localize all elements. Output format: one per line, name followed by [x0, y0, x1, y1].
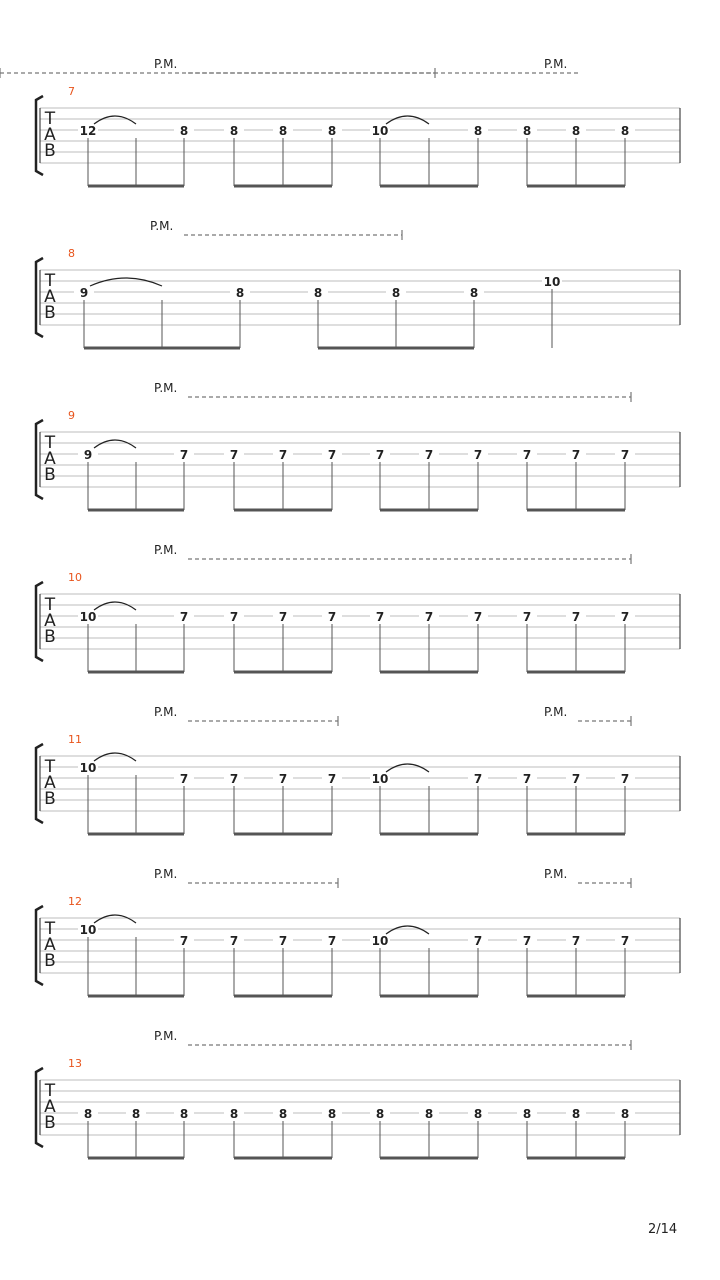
tab-clef-a: A: [44, 1097, 56, 1117]
fret-number: 8: [620, 1107, 630, 1121]
fret-number: 7: [522, 934, 532, 948]
fret-number: 7: [179, 934, 189, 948]
fret-number: 7: [179, 610, 189, 624]
measure-number: 13: [68, 1057, 82, 1070]
fret-number: 7: [278, 772, 288, 786]
palm-mute-label: P.M.: [544, 705, 568, 719]
tie-arc: [94, 602, 136, 610]
fret-number: 7: [179, 448, 189, 462]
fret-number: 7: [327, 448, 337, 462]
fret-number: 8: [571, 124, 581, 138]
fret-number: 8: [131, 1107, 141, 1121]
fret-number: 8: [473, 1107, 483, 1121]
fret-number: 7: [327, 934, 337, 948]
tab-clef-b: B: [44, 465, 56, 485]
tab-system-11: [36, 705, 680, 834]
measure-number: 12: [68, 895, 82, 908]
tab-clef-t: T: [44, 109, 56, 129]
tab-clef-b: B: [44, 789, 56, 809]
measure-number: 7: [68, 85, 75, 98]
palm-mute-label: P.M.: [154, 57, 178, 71]
fret-number: 7: [620, 448, 630, 462]
fret-number: 7: [278, 934, 288, 948]
tab-clef-a: A: [44, 287, 56, 307]
fret-number: 7: [473, 934, 483, 948]
palm-mute-label: P.M.: [154, 381, 178, 395]
tab-clef-t: T: [44, 1081, 56, 1101]
fret-number: 8: [229, 124, 239, 138]
fret-number: 7: [375, 448, 385, 462]
tie-arc: [386, 926, 429, 934]
tab-clef-t: T: [44, 271, 56, 291]
fret-number: 7: [278, 448, 288, 462]
fret-number: 7: [424, 448, 434, 462]
tab-clef-b: B: [44, 141, 56, 161]
fret-number: 7: [229, 772, 239, 786]
fret-number: 7: [229, 448, 239, 462]
fret-number: 7: [473, 772, 483, 786]
page-number: 2/14: [648, 1222, 678, 1237]
fret-number: 10: [79, 610, 97, 624]
tab-clef-a: A: [44, 611, 56, 631]
fret-number: 8: [375, 1107, 385, 1121]
palm-mute-label: P.M.: [544, 867, 568, 881]
fret-number: 8: [473, 124, 483, 138]
tab-clef-b: B: [44, 303, 56, 323]
tie-arc: [94, 915, 136, 923]
fret-number: 8: [313, 286, 323, 300]
fret-number: 7: [375, 610, 385, 624]
measure-number: 8: [68, 247, 75, 260]
fret-number: 10: [79, 923, 97, 937]
fret-number: 8: [327, 124, 337, 138]
fret-number: 7: [571, 772, 581, 786]
fret-number: 7: [327, 772, 337, 786]
tab-clef-b: B: [44, 627, 56, 647]
fret-number: 8: [424, 1107, 434, 1121]
palm-mute-label: P.M.: [154, 1029, 178, 1043]
tab-clef-a: A: [44, 449, 56, 469]
fret-number: 7: [620, 934, 630, 948]
fret-number: 10: [79, 761, 97, 775]
fret-number: 7: [620, 610, 630, 624]
fret-number: 7: [522, 448, 532, 462]
tab-clef-t: T: [44, 595, 56, 615]
fret-number: 7: [522, 610, 532, 624]
tab-system-7: [0, 57, 680, 186]
fret-number: 8: [278, 124, 288, 138]
tab-clef-a: A: [44, 935, 56, 955]
fret-number: 7: [571, 610, 581, 624]
fret-number: 8: [571, 1107, 581, 1121]
fret-number: 8: [179, 1107, 189, 1121]
tie-arc: [94, 440, 136, 448]
fret-number: 8: [522, 124, 532, 138]
fret-number: 8: [469, 286, 479, 300]
tab-clef-t: T: [44, 757, 56, 777]
tie-arc: [386, 116, 429, 124]
fret-number: 7: [327, 610, 337, 624]
tab-clef-a: A: [44, 773, 56, 793]
fret-number: 8: [235, 286, 245, 300]
tab-system-9: [36, 381, 680, 510]
palm-mute-label: P.M.: [154, 705, 178, 719]
fret-number: 10: [371, 124, 389, 138]
tab-clef-a: A: [44, 125, 56, 145]
measure-number: 9: [68, 409, 75, 422]
fret-number: 7: [424, 610, 434, 624]
fret-number: 7: [229, 934, 239, 948]
fret-number: 10: [371, 772, 389, 786]
fret-number: 8: [229, 1107, 239, 1121]
palm-mute-label: P.M.: [544, 57, 568, 71]
fret-number: 8: [327, 1107, 337, 1121]
tab-clef-b: B: [44, 1113, 56, 1133]
fret-number: 10: [543, 275, 561, 289]
tie-arc: [90, 278, 162, 286]
fret-number: 7: [620, 772, 630, 786]
fret-number: 9: [83, 448, 93, 462]
tab-clef-t: T: [44, 919, 56, 939]
fret-number: 8: [522, 1107, 532, 1121]
fret-number: 7: [522, 772, 532, 786]
fret-number: 10: [371, 934, 389, 948]
tie-arc: [94, 116, 136, 124]
fret-number: 8: [179, 124, 189, 138]
fret-number: 7: [473, 448, 483, 462]
tab-system-10: [36, 543, 680, 672]
palm-mute-label: P.M.: [154, 867, 178, 881]
tab-system-13: [36, 1029, 680, 1158]
tab-clef-b: B: [44, 951, 56, 971]
fret-number: 8: [278, 1107, 288, 1121]
tab-system-12: [36, 867, 680, 996]
fret-number: 8: [391, 286, 401, 300]
fret-number: 7: [229, 610, 239, 624]
palm-mute-label: P.M.: [154, 543, 178, 557]
fret-number: 7: [278, 610, 288, 624]
fret-number: 7: [571, 934, 581, 948]
measure-number: 10: [68, 571, 82, 584]
fret-number: 8: [83, 1107, 93, 1121]
tie-arc: [386, 764, 429, 772]
fret-number: 12: [79, 124, 97, 138]
fret-number: 7: [571, 448, 581, 462]
measure-number: 11: [68, 733, 82, 746]
fret-number: 9: [79, 286, 89, 300]
tab-clef-t: T: [44, 433, 56, 453]
tie-arc: [94, 753, 136, 761]
fret-number: 8: [620, 124, 630, 138]
tab-system-8: [36, 219, 680, 348]
fret-number: 7: [179, 772, 189, 786]
palm-mute-label: P.M.: [150, 219, 174, 233]
fret-number: 7: [473, 610, 483, 624]
